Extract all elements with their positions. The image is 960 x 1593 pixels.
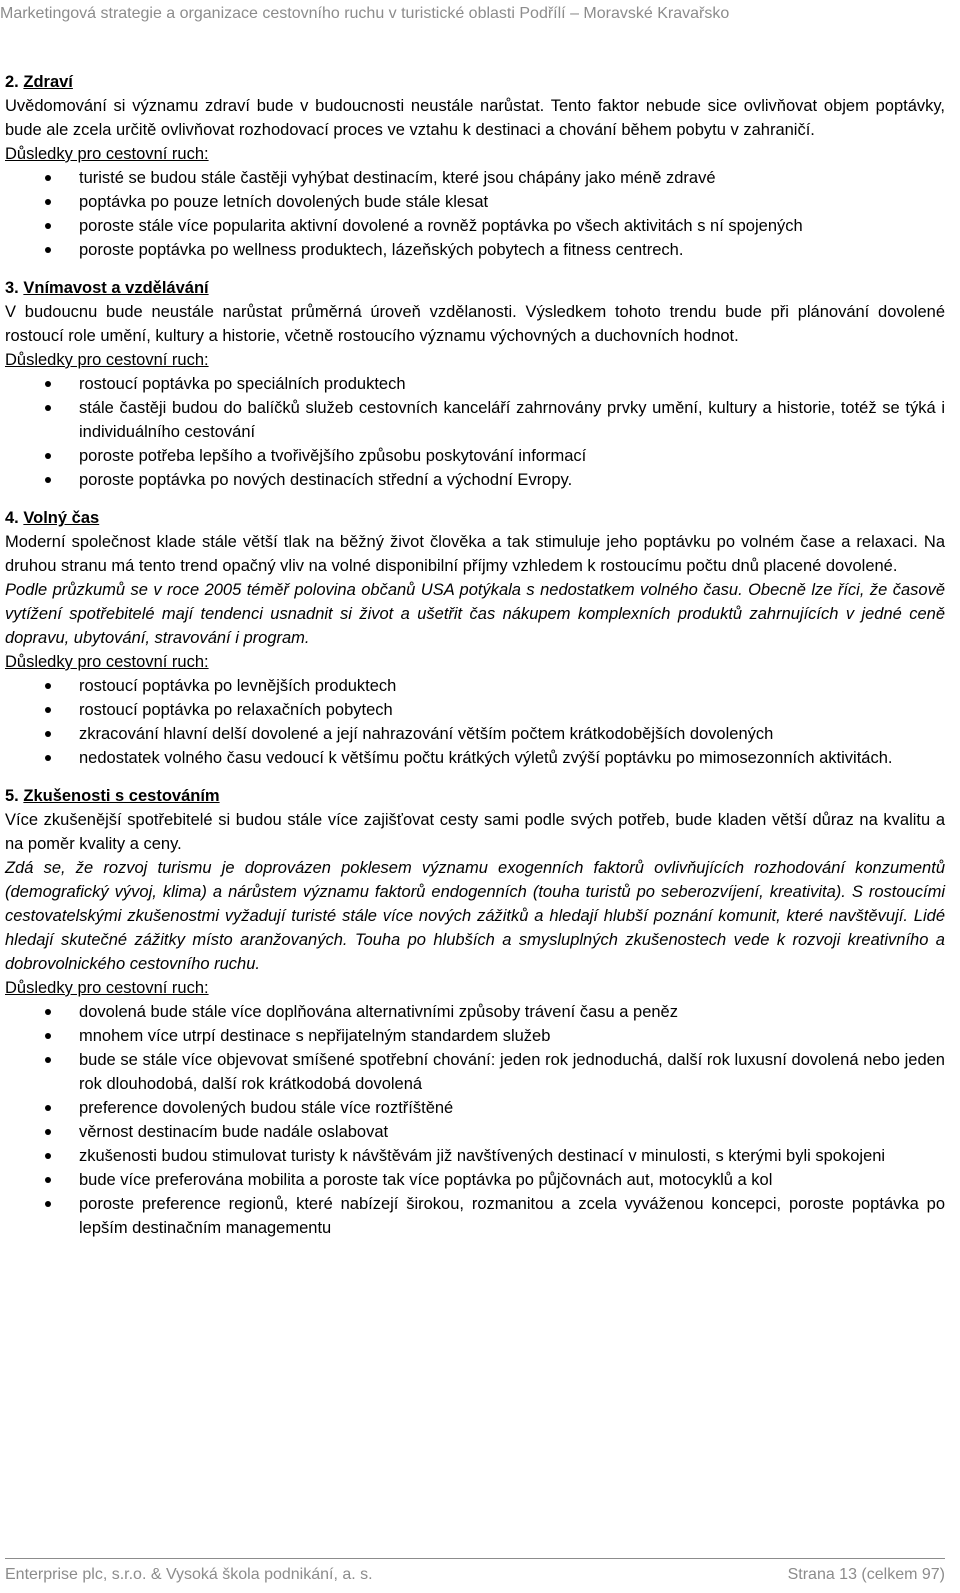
consequences-label: Důsledky pro cestovní ruch: — [5, 351, 209, 369]
list-item: rostoucí poptávka po relaxačních pobytech — [5, 698, 945, 722]
section-vnimavost — [5, 276, 945, 492]
list-item: poroste potřeba lepšího a tvořivějšího způsobu poskytování informací — [5, 444, 945, 468]
section-number: 3. — [5, 279, 19, 297]
bullet-list — [5, 166, 945, 262]
bullet-list — [5, 1000, 945, 1240]
section-number: 2. — [5, 73, 19, 91]
list-item: poroste poptávka po wellness produktech, lázeňských pobytech a fitness centrech. — [5, 238, 945, 262]
section-heading — [5, 276, 945, 300]
section-heading — [5, 70, 945, 94]
list-item: poptávka po pouze letních dovolených bude stále klesat — [5, 190, 945, 214]
paragraph-italic: Zdá se, že rozvoj turismu je doprovázen poklesem významu exogenních faktorů ovlivňujících rozhodování konzumentů (demografický vývoj, klima) a nárůstem významu faktorů endogenních (touha turistů po seberozvíjení, kreativita). S rostoucími cestovatelskými zkušenostmi vyžadují turisté stále více nových zážitků a hledají hlubší poznání komunit, které navštěvují. Lidé hledají skutečné zážitky místo aranžovaných. Touha po hlubších a smysluplných zkušenostech vede k rozvoji kreativního a dobrovolnického cestovního ruchu. — [5, 859, 945, 973]
footer-divider — [5, 1558, 945, 1559]
list-item: preference dovolených budou stále více roztříštěné — [5, 1096, 945, 1120]
paragraph-italic: Podle průzkumů se v roce 2005 téměř polovina občanů USA potýkala s nedostatkem volného času. Obecně lze říci, že časově vytížení spotřebitelé mají tendenci usnadnit si život a ušetřit čas nákupem komplexních produktů zahrnujících v jedné ceně dopravu, ubytování, stravování i program. — [5, 581, 945, 647]
section-heading — [5, 506, 945, 530]
list-item: zkracování hlavní delší dovolené a její nahrazování větším počtem krátkodobějších dovolených — [5, 722, 945, 746]
paragraph: Uvědomování si významu zdraví bude v budoucnosti neustále narůstat. Tento faktor nebude sice ovlivňovat objem poptávky, bude ale zcela určitě ovlivňovat rozhodovací proces ve vztahu k destinaci a chování během pobytu v zahraničí. — [5, 97, 945, 139]
consequences-label: Důsledky pro cestovní ruch: — [5, 979, 209, 997]
paragraph: V budoucnu bude neustále narůstat průměrná úroveň vzdělanosti. Výsledkem tohoto trendu bude při plánování dovolené rostoucí role umění, kultury a historie, včetně rostoucího významu výchovných a duchovních hodnot. — [5, 303, 945, 345]
page-header: Marketingová strategie a organizace cestovního ruchu v turistické oblasti Podřílí – Moravské Kravařsko — [0, 5, 730, 22]
section-heading — [5, 784, 945, 808]
consequences-label: Důsledky pro cestovní ruch: — [5, 653, 209, 671]
list-item: poroste poptávka po nových destinacích střední a východní Evropy. — [5, 468, 945, 492]
section-volny-cas — [5, 506, 945, 770]
list-item: zkušenosti budou stimulovat turisty k návštěvám již navštívených destinací v minulosti, s kterými byli spokojeni — [5, 1144, 945, 1168]
paragraph: Více zkušenější spotřebitelé si budou stále více zajišťovat cesty sami podle svých potřeb, bude kladen větší důraz na kvalitu a na poměr kvality a ceny. — [5, 811, 945, 853]
section-number: 5. — [5, 787, 19, 805]
list-item: nedostatek volného času vedoucí k většímu počtu krátkých výletů zvýší poptávku po mimosezonních aktivitách. — [5, 746, 945, 770]
list-item: stále častěji budou do balíčků služeb cestovních kanceláří zahrnovány prvky umění, kultury a historie, totéž se týká i individuálního cestování — [5, 396, 945, 444]
list-item: bude se stále více objevovat smíšené spotřební chování: jeden rok jednoduchá, další rok luxusní dovolená nebo jeden rok dlouhodobá, další rok krátkodobá dovolená — [5, 1048, 945, 1096]
paragraph: Moderní společnost klade stále větší tlak na běžný život člověka a tak stimuluje jeho poptávku po volném čase a relaxaci. Na druhou stranu má tento trend opačný vliv na volné disponibilní příjmy vzhledem k rostoucímu počtu dnů placené dovolené. — [5, 533, 945, 575]
list-item: rostoucí poptávka po speciálních produktech — [5, 372, 945, 396]
page-footer — [5, 1565, 945, 1585]
list-item: věrnost destinacím bude nadále oslabovat — [5, 1120, 945, 1144]
list-item: turisté se budou stále častěji vyhýbat destinacím, které jsou chápány jako méně zdravé — [5, 166, 945, 190]
list-item: dovolená bude stále více doplňována alternativními způsoby trávení času a peněz — [5, 1000, 945, 1024]
document-body — [5, 70, 945, 1254]
footer-page-number: Strana 13 (celkem 97) — [787, 1566, 945, 1583]
list-item: mnohem více utrpí destinace s nepřijatelným standardem služeb — [5, 1024, 945, 1048]
list-item: poroste preference regionů, které nabízejí širokou, rozmanitou a zcela vyváženou koncepci, poroste poptávka po lepším destinačním managementu — [5, 1192, 945, 1240]
footer-publisher: Enterprise plc, s.r.o. & Vysoká škola podnikání, a. s. — [5, 1566, 373, 1583]
section-zdravi — [5, 70, 945, 262]
consequences-label: Důsledky pro cestovní ruch: — [5, 145, 209, 163]
section-title: Zdraví — [23, 73, 73, 91]
section-title: Zkušenosti s cestováním — [23, 787, 220, 805]
bullet-list — [5, 372, 945, 492]
list-item: poroste stále více popularita aktivní dovolené a rovněž poptávka po všech aktivitách s ní spojených — [5, 214, 945, 238]
section-title: Volný čas — [23, 509, 100, 527]
list-item: bude více preferována mobilita a poroste tak více poptávka po půjčovnách aut, motocyklů a kol — [5, 1168, 945, 1192]
section-number: 4. — [5, 509, 19, 527]
list-item: rostoucí poptávka po levnějších produktech — [5, 674, 945, 698]
bullet-list — [5, 674, 945, 770]
section-zkusenosti — [5, 784, 945, 1240]
section-title: Vnímavost a vzdělávání — [23, 279, 209, 297]
